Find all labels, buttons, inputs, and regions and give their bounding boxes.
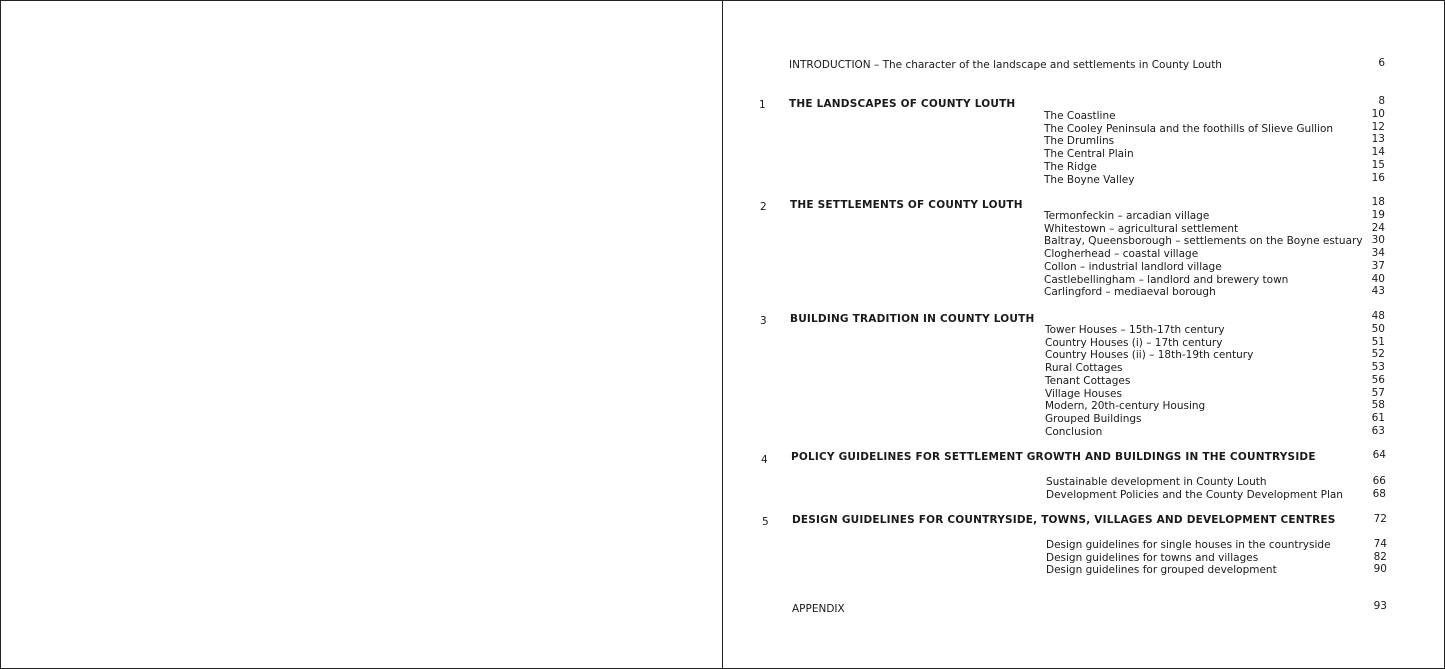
toc-entry-page: 68 <box>1372 487 1386 500</box>
appendix-page: 93 <box>1373 600 1387 612</box>
toc-entry-page: 58 <box>1371 399 1385 412</box>
toc-entry: Grouped Buildings <box>1045 412 1142 425</box>
toc-entry-page: 53 <box>1371 361 1385 374</box>
appendix-label: APPENDIX <box>792 603 845 615</box>
toc-entry: The Cooley Peninsula and the foothills of Slieve Gullion <box>1044 122 1334 135</box>
toc-entry: The Boyne Valley <box>1044 173 1135 186</box>
toc-entry: Design guidelines for grouped development <box>1046 564 1277 577</box>
toc-entry: Rural Cottages <box>1045 362 1123 375</box>
chapter-4-entry-pages <box>1346 475 1386 500</box>
toc-entry: Tower Houses – 15th-17th century <box>1045 324 1225 336</box>
chapter-1-page: 8 <box>1378 95 1385 107</box>
toc-entry: Conclusion <box>1045 425 1103 438</box>
introduction-page: 6 <box>1378 57 1385 69</box>
toc-entry: The Central Plain <box>1044 148 1134 161</box>
chapter-3-title: BUILDING TRADITION IN COUNTY LOUTH <box>790 313 1035 325</box>
chapter-4-page: 64 <box>1372 449 1386 461</box>
toc-entry: The Ridge <box>1044 160 1097 173</box>
toc-entry-page: 14 <box>1371 146 1385 159</box>
chapter-4-number: 4 <box>761 454 768 466</box>
chapter-4-title: POLICY GUIDELINES FOR SETTLEMENT GROWTH AND BUILDINGS IN THE COUNTRYSIDE <box>791 451 1316 463</box>
chapter-2-number: 2 <box>760 201 767 213</box>
toc-entry-page: 12 <box>1371 120 1385 133</box>
toc-entry: Modern, 20th-century Housing <box>1045 400 1206 413</box>
toc-entry: Clogherhead – coastal village <box>1044 248 1199 261</box>
chapter-1-entry-pages <box>1345 108 1385 184</box>
toc-entry-page: 56 <box>1371 373 1385 386</box>
toc-entry: Design guidelines for single houses in the countryside <box>1046 539 1331 551</box>
toc-entry-page: 82 <box>1373 550 1387 563</box>
toc-entry: Country Houses (ii) – 18th-19th century <box>1045 349 1254 362</box>
toc-entry: The Coastline <box>1044 110 1116 122</box>
toc-entry-page: 40 <box>1371 272 1385 285</box>
chapter-2-page: 18 <box>1371 196 1385 208</box>
introduction-label: INTRODUCTION – The character of the landscape and settlements in County Louth <box>789 59 1222 71</box>
chapter-3-entries <box>1045 324 1253 438</box>
toc-entry: Development Policies and the County Development Plan <box>1046 488 1343 501</box>
chapter-1-title: THE LANDSCAPES OF COUNTY LOUTH <box>789 98 1016 110</box>
toc-entry: Design guidelines for towns and villages <box>1046 551 1259 564</box>
toc-entry: Collon – industrial landlord village <box>1044 260 1222 273</box>
toc-entry-page: 74 <box>1373 538 1387 550</box>
toc-entry-page: 43 <box>1371 285 1385 298</box>
chapter-1-entries <box>1044 110 1333 186</box>
toc-entry-page: 30 <box>1371 234 1385 247</box>
chapter-2-entry-pages <box>1345 209 1385 298</box>
toc-entry: Tenant Cottages <box>1045 374 1131 387</box>
chapter-4-entries <box>1046 476 1343 501</box>
toc-entry-page: 90 <box>1373 563 1387 576</box>
toc-entry-page: 34 <box>1371 247 1385 260</box>
chapter-2-entries <box>1044 210 1363 299</box>
chapter-5-number: 5 <box>762 516 769 528</box>
toc-entry-page: 61 <box>1371 411 1385 424</box>
toc-entry-page: 10 <box>1371 108 1385 120</box>
chapter-3-page: 48 <box>1371 310 1385 322</box>
chapter-5-page: 72 <box>1373 513 1387 525</box>
chapter-5-title: DESIGN GUIDELINES FOR COUNTRYSIDE, TOWNS, VILLAGES AND DEVELOPMENT CENTRES <box>792 514 1336 526</box>
chapter-5-entry-pages <box>1347 538 1387 576</box>
chapter-2-title: THE SETTLEMENTS OF COUNTY LOUTH <box>790 199 1023 211</box>
toc-entry-page: 57 <box>1371 386 1385 399</box>
toc-entry: Village Houses <box>1045 387 1122 400</box>
toc-entry: The Drumlins <box>1044 135 1115 148</box>
toc-entry: Whitestown – agricultural settlement <box>1044 222 1239 235</box>
toc-entry: Sustainable development in County Louth <box>1046 476 1267 488</box>
toc-entry: Baltray, Queensborough – settlements on the Boyne estuary <box>1044 235 1363 248</box>
toc-entry-page: 51 <box>1371 335 1385 348</box>
toc-entry: Country Houses (i) – 17th century <box>1045 336 1223 349</box>
blank-left-page <box>1 1 723 668</box>
toc-entry: Termonfeckin – arcadian village <box>1044 210 1210 222</box>
toc-entry-page: 24 <box>1371 221 1385 234</box>
chapter-3-number: 3 <box>760 315 767 327</box>
toc-entry-page: 13 <box>1371 133 1385 146</box>
toc-entry-page: 52 <box>1371 348 1385 361</box>
chapter-5-entries <box>1046 539 1331 577</box>
toc-entry-page: 15 <box>1371 158 1385 171</box>
toc-entry-page: 63 <box>1371 424 1385 437</box>
toc-entry: Carlingford – mediaeval borough <box>1044 286 1216 299</box>
toc-entry-page: 16 <box>1371 171 1385 184</box>
chapter-3-entry-pages <box>1345 323 1385 437</box>
contents-page <box>723 1 1444 668</box>
toc-entry: Castlebellingham – landlord and brewery town <box>1044 273 1289 286</box>
toc-entry-page: 37 <box>1371 259 1385 272</box>
chapter-1-number: 1 <box>759 99 766 111</box>
toc-entry-page: 66 <box>1372 475 1386 487</box>
toc-entry-page: 19 <box>1371 209 1385 221</box>
toc-entry-page: 50 <box>1371 323 1385 335</box>
